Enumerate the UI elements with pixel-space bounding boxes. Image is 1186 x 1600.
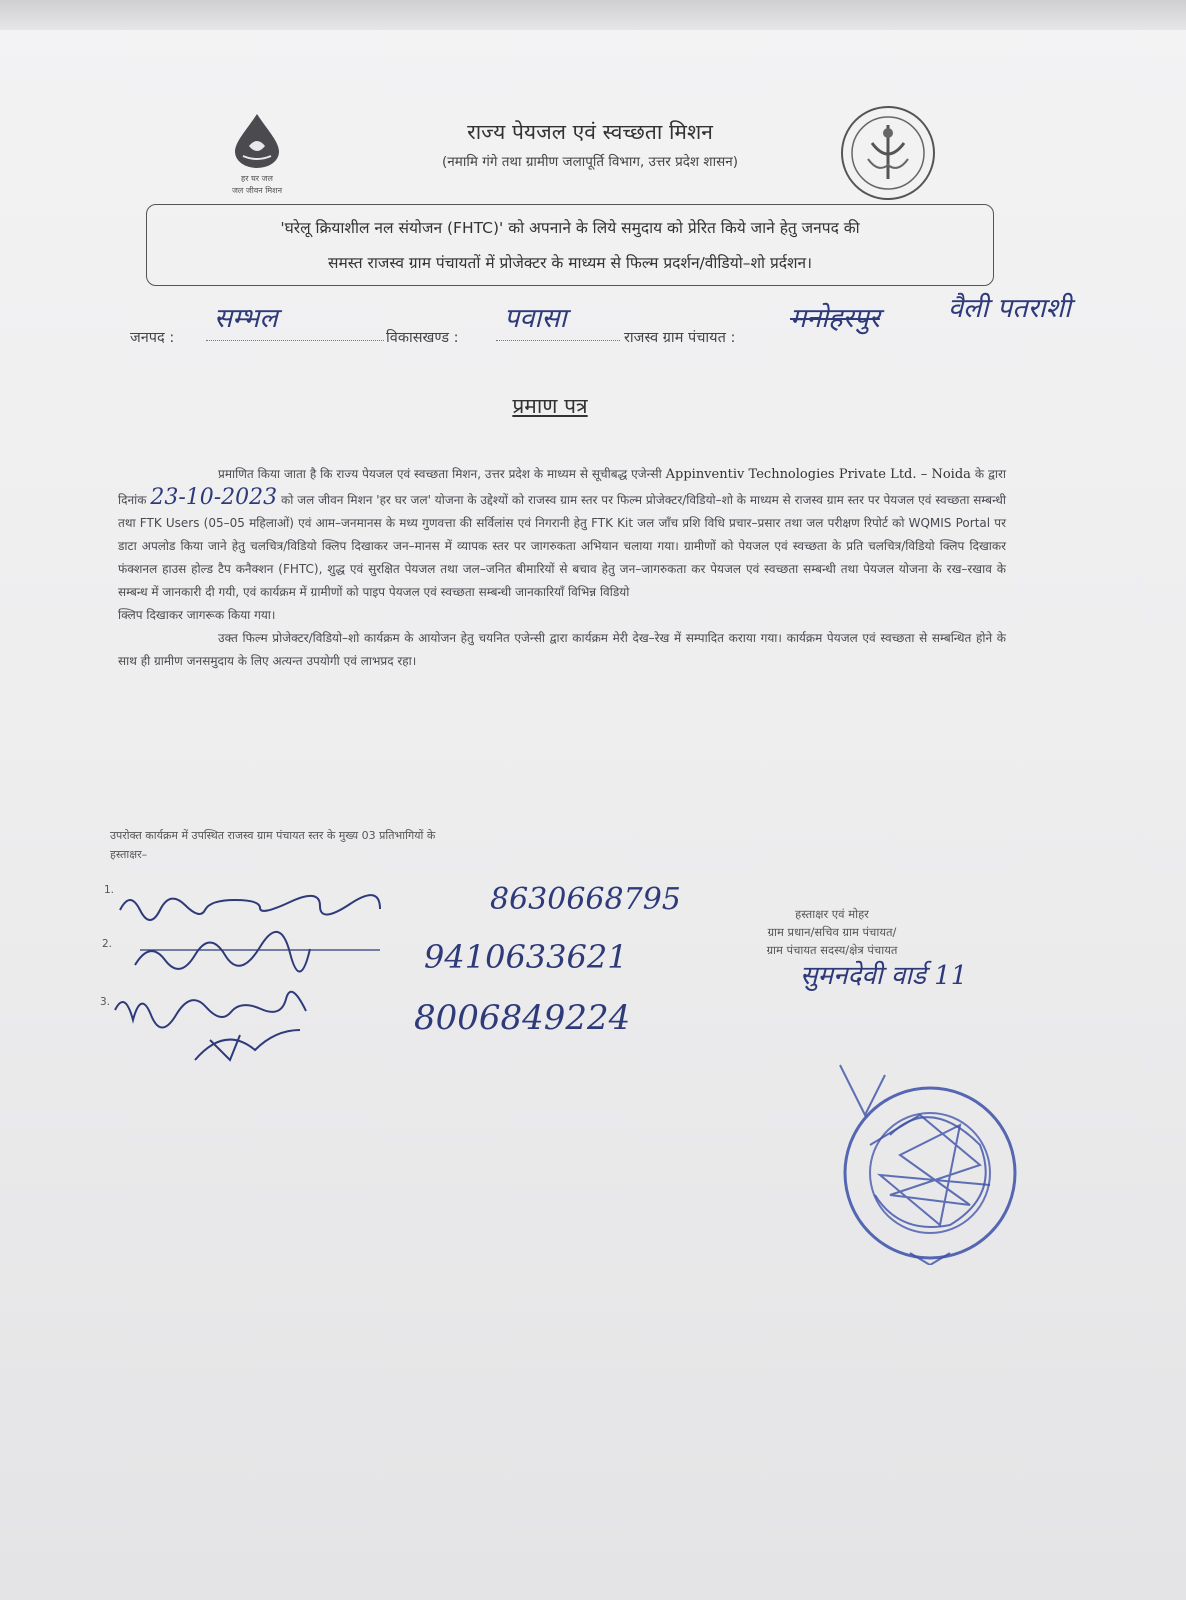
up-state-emblem [838, 103, 938, 203]
banner-line-1: 'घरेलू क्रियाशील नल संयोजन (FHTC)' को अपनाने के लिये समुदाय को प्रेरित किये जाने हेतु जनपद की [280, 219, 860, 237]
paragraph-1 [118, 463, 1006, 604]
seal-label-line-2: ग्राम प्रधान/सचिव ग्राम पंचायत/ [767, 925, 897, 939]
seal-label [712, 905, 952, 959]
gram-pradhan-signature: सुमनदेवी वार्ड 11 [800, 961, 968, 991]
sign-number-2: 2. [102, 938, 113, 950]
banner-line-2: समस्त राजस्व ग्राम पंचायतों में प्रोजेक्टर के माध्यम से फिल्म प्रदर्शन/वीडियो–शो प्रर्दशन। [327, 254, 813, 272]
paragraph-1-end: क्लिप दिखाकर जागरूक किया गया। [118, 608, 276, 622]
p1-part-b: के द्वारा दिनांक [118, 467, 1006, 507]
panchayat-label: राजस्व ग्राम पंचायत : [624, 330, 736, 346]
paper-fold-shadow [0, 0, 1186, 30]
sign-number-1: 1. [104, 884, 115, 896]
phone-number-3: 8006849224 [414, 998, 631, 1038]
p1-part-a: प्रमाणित किया जाता है कि राज्य पेयजल एवं स्वच्छता मिशन, उत्तर प्रदेश के माध्यम से सूचीबद्ध एजेन्सी [218, 467, 662, 481]
p1-part-c: को जल जीवन मिशन 'हर घर जल' योजना के उद्देश्यों को राजस्व ग्राम स्तर पर फिल्म प्रोजेक्टर/विडियो–शो के माध्यम से राजस्व ग्राम स्तर पर पेयजल एवं स्वच्छता सम्बन्धी तथा FTK Users (05–05 महिलाओं) एवं आम–जनमानस के मध्य गुणवत्ता की सर्विलांस एवं निगरानी हेतु FTK Kit जल जाँच प्रशि विधि प्रचार–प्रसार तथा जल परीक्षण रिपोर्ट को WQMIS Portal पर डाटा अपलोड किया जाने हेतु चलचित्र/विडियो क्लिप दिखाकर जन–मानस में व्यापक स्तर पर जागरुकता अभियान चलाया गया। ग्रामीणों को पेयजल एवं स्वच्छता के प्रति चलचित्र/विडियो क्लिप दिखाकर फंक्शनल हाउस होल्ड टैप कनैक्शन (FHTC), शुद्ध एवं सुरक्षित पेयजल तथा जल–जनित बीमारियों से बचाव हेतु जन–जागरुकता कर पेयजल एवं स्वच्छता सम्बन्धी तथा पेयजल योजना के रख–रखाव के सम्बन्ध में जानकारी दी गयी, एवं कार्यक्रम में ग्रामीणों को पाइप पेयजल एवं स्वच्छता सम्बन्धी जानकारियाँ विभिन्न विडियो [118, 493, 1006, 599]
mission-subtitle: (नमामि गंगे तथा ग्रामीण जलापूर्ति विभाग, उत्तर प्रदेश शासन) [442, 154, 738, 170]
intro-line-2: हस्ताक्षर– [110, 848, 148, 861]
seal-label-line-1: हस्ताक्षर एवं मोहर [795, 907, 869, 921]
official-stamp [830, 1055, 1030, 1265]
panchayat-struck-out: मनोहरपुर [790, 303, 880, 334]
janpad-label: जनपद : [130, 330, 175, 346]
vikaskhand-label: विकासखण्ड : [386, 330, 459, 346]
intro-line-1: उपरोक्त कार्यक्रम में उपस्थित राजस्व ग्राम पंचायत स्तर के मुख्य 03 प्रतिभागियों के [110, 829, 436, 842]
phone-number-1: 8630668795 [490, 882, 681, 917]
participant-signatures [110, 880, 490, 1080]
water-drop-icon [225, 112, 289, 168]
jal-jeevan-logo [212, 112, 302, 198]
signatures-intro [110, 826, 610, 864]
vikaskhand-handwritten: पवासा [504, 303, 567, 334]
emblem-icon [838, 103, 938, 203]
certificate-body [118, 463, 1006, 673]
agency-name: Appinventiv Technologies Private Ltd. – Noida [665, 467, 971, 482]
program-banner [146, 204, 994, 286]
logo-tagline-1: हर घर जल [241, 174, 273, 183]
seal-label-line-3: ग्राम पंचायत सदस्य/क्षेत्र पंचायत [766, 943, 898, 957]
sign-number-3: 3. [100, 996, 111, 1008]
janpad-handwritten: सम्भल [214, 303, 278, 334]
panchayat-handwritten: वैली पतराशी [948, 293, 1072, 324]
certificate-title: प्रमाण पत्र [512, 394, 588, 418]
logo-tagline-2: जल जीवन मिशन [231, 186, 283, 195]
program-date-handwritten: 23-10-2023 [150, 485, 278, 510]
paragraph-2: उक्त फिल्म प्रोजेक्टर/विडियो–शो कार्यक्रम के आयोजन हेतु चयनित एजेन्सी द्वारा कार्यक्रम मेरी देख–रेख में सम्पादित कराया गया। कार्यक्रम पेयजल एवं स्वच्छता से सम्बन्धित होने के साथ ही ग्रामीण जनसमुदाय के लिए अत्यन्त उपयोगी एवं लाभप्रद रहा। [118, 631, 1006, 668]
phone-number-2: 9410633621 [424, 938, 628, 976]
mission-title: राज्य पेयजल एवं स्वच्छता मिशन [467, 120, 713, 144]
